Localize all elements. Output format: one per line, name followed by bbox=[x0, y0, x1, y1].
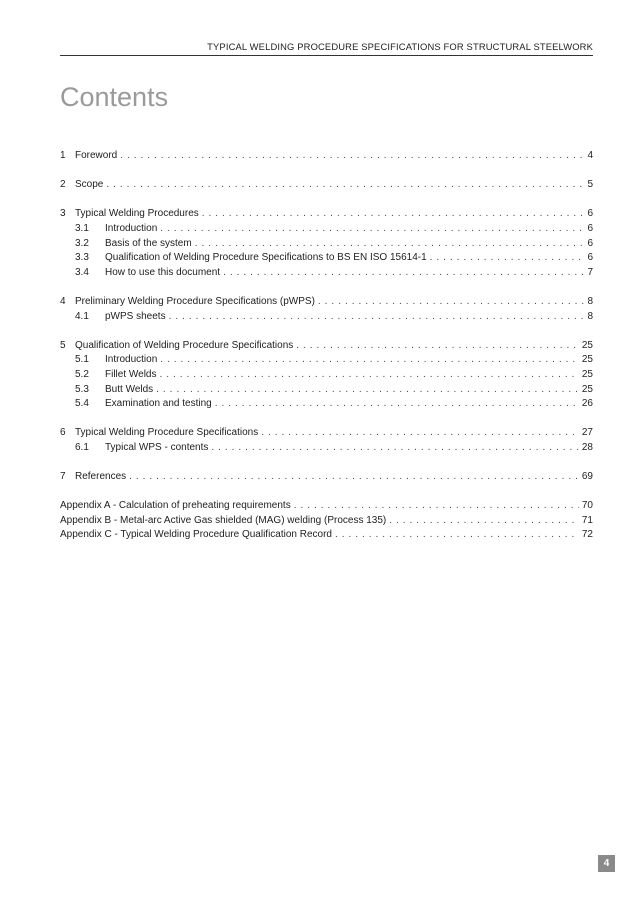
toc-entry-number: 3.4 bbox=[75, 266, 89, 278]
toc-entry-number: 6 bbox=[60, 427, 66, 439]
toc-entry-page: 8 bbox=[587, 295, 593, 307]
dot-leader bbox=[318, 296, 585, 307]
toc-entry-label: Typical Welding Procedure Specifications bbox=[75, 427, 259, 439]
toc-entry-label: Fillet Welds bbox=[105, 368, 157, 380]
dot-leader bbox=[195, 238, 585, 249]
toc-entry-label: Examination and testing bbox=[105, 398, 212, 410]
toc-entry-label: Typical WPS - contents bbox=[105, 441, 209, 453]
toc-entry-label: Scope bbox=[75, 179, 104, 191]
dot-leader bbox=[106, 179, 584, 190]
toc-entry-page: 28 bbox=[581, 441, 593, 453]
toc-entry[interactable] bbox=[60, 252, 593, 267]
toc-entry-number: 5 bbox=[60, 339, 66, 351]
toc-entry[interactable] bbox=[60, 296, 593, 311]
running-header: TYPICAL WELDING PROCEDURE SPECIFICATIONS FOR STRUCTURAL STEELWORK bbox=[207, 41, 593, 52]
toc-section bbox=[60, 427, 593, 456]
toc-entry-page: 25 bbox=[581, 383, 593, 395]
toc-entry[interactable] bbox=[60, 398, 593, 413]
toc-section bbox=[60, 179, 593, 194]
toc-entry-page: 6 bbox=[587, 237, 593, 249]
toc-entry[interactable] bbox=[60, 529, 593, 544]
toc-entry-number: 5.3 bbox=[75, 383, 89, 395]
dot-leader bbox=[223, 267, 584, 278]
header-rule bbox=[60, 55, 593, 56]
toc-entry[interactable] bbox=[60, 384, 593, 399]
toc-entry[interactable] bbox=[60, 369, 593, 384]
toc-entry-number: 4 bbox=[60, 295, 66, 307]
toc-entry-label: Preliminary Welding Procedure Specifications (pWPS) bbox=[75, 295, 315, 307]
dot-leader bbox=[296, 340, 579, 351]
dot-leader bbox=[160, 223, 584, 234]
toc-entry-page: 6 bbox=[587, 222, 593, 234]
toc-entry-page: 26 bbox=[581, 398, 593, 410]
toc-entry-label: Introduction bbox=[105, 354, 158, 366]
page-number-badge: 4 bbox=[598, 855, 615, 872]
toc-entry-page: 4 bbox=[587, 150, 593, 161]
toc-entry[interactable] bbox=[60, 311, 593, 326]
toc-entry[interactable] bbox=[60, 179, 593, 194]
toc-entry-number: 5.2 bbox=[75, 368, 89, 380]
toc-entry-number: 5.4 bbox=[75, 398, 89, 410]
toc-section bbox=[60, 150, 593, 165]
dot-leader bbox=[160, 354, 579, 365]
toc-entry-label: pWPS sheets bbox=[105, 310, 166, 322]
toc-entry-page: 8 bbox=[587, 310, 593, 322]
toc-entry[interactable] bbox=[60, 471, 593, 486]
toc-entry-label: Foreword bbox=[75, 150, 118, 161]
toc-entry-page: 6 bbox=[587, 252, 593, 264]
toc-entry-label: How to use this document bbox=[105, 266, 221, 278]
dot-leader bbox=[430, 252, 585, 263]
toc-entry-number: 6.1 bbox=[75, 441, 89, 453]
toc-entry-label: Qualification of Welding Procedure Specifications to BS EN ISO 15614-1 bbox=[105, 252, 427, 264]
dot-leader bbox=[169, 311, 585, 322]
dot-leader bbox=[211, 442, 579, 453]
toc-entry-page: 27 bbox=[581, 427, 593, 439]
toc-entry[interactable] bbox=[60, 267, 593, 282]
toc-entry[interactable] bbox=[60, 208, 593, 223]
toc-entry-number: 2 bbox=[60, 179, 66, 191]
toc-entry-label: Appendix A - Calculation of preheating requirements bbox=[60, 500, 291, 512]
toc-entry-page: 5 bbox=[587, 179, 593, 191]
table-of-contents bbox=[60, 150, 593, 559]
page-title: Contents bbox=[60, 82, 169, 112]
toc-entry[interactable] bbox=[60, 515, 593, 530]
toc-entry-number: 3.2 bbox=[75, 237, 89, 249]
toc-entry-label: Butt Welds bbox=[105, 383, 154, 395]
toc-entry[interactable] bbox=[60, 150, 593, 165]
toc-entry-number: 7 bbox=[60, 471, 66, 483]
toc-entry-page: 25 bbox=[581, 339, 593, 351]
toc-entry-number: 5.1 bbox=[75, 354, 89, 366]
dot-leader bbox=[160, 369, 579, 380]
toc-entry-label: Typical Welding Procedures bbox=[75, 208, 199, 220]
dot-leader bbox=[156, 384, 579, 395]
dot-leader bbox=[120, 150, 584, 161]
dot-leader bbox=[335, 529, 579, 540]
toc-entry-number: 3 bbox=[60, 208, 66, 220]
toc-entry[interactable] bbox=[60, 238, 593, 253]
dot-leader bbox=[202, 208, 585, 219]
toc-entry-page: 25 bbox=[581, 368, 593, 380]
toc-entry-label: References bbox=[75, 471, 127, 483]
toc-entry-number: 1 bbox=[60, 150, 66, 161]
toc-entry-page: 6 bbox=[587, 208, 593, 220]
toc-entry-number: 3.3 bbox=[75, 252, 89, 264]
toc-entry[interactable] bbox=[60, 354, 593, 369]
dot-leader bbox=[215, 398, 579, 409]
toc-entry[interactable] bbox=[60, 340, 593, 355]
toc-entry[interactable] bbox=[60, 442, 593, 457]
toc-entry-label: Appendix C - Typical Welding Procedure Qualification Record bbox=[60, 529, 332, 541]
toc-entry[interactable] bbox=[60, 223, 593, 238]
dot-leader bbox=[294, 500, 579, 511]
toc-entry-page: 71 bbox=[581, 514, 593, 526]
toc-entry-number: 3.1 bbox=[75, 222, 89, 234]
toc-entry-page: 69 bbox=[581, 471, 593, 483]
toc-entry[interactable] bbox=[60, 500, 593, 515]
toc-entry[interactable] bbox=[60, 427, 593, 442]
toc-entry-page: 72 bbox=[581, 529, 593, 541]
dot-leader bbox=[129, 471, 579, 482]
toc-entry-label: Qualification of Welding Procedure Specifications bbox=[75, 339, 294, 351]
toc-entry-label: Introduction bbox=[105, 222, 158, 234]
toc-section bbox=[60, 208, 593, 281]
dot-leader bbox=[389, 515, 579, 526]
toc-entry-number: 4.1 bbox=[75, 310, 89, 322]
toc-section bbox=[60, 500, 593, 544]
toc-entry-page: 7 bbox=[587, 266, 593, 278]
toc-entry-label: Basis of the system bbox=[105, 237, 192, 249]
toc-entry-page: 70 bbox=[581, 500, 593, 512]
toc-entry-label: Appendix B - Metal-arc Active Gas shielded (MAG) welding (Process 135) bbox=[60, 514, 387, 526]
toc-entry-page: 25 bbox=[581, 354, 593, 366]
dot-leader bbox=[261, 427, 579, 438]
toc-section bbox=[60, 340, 593, 413]
toc-section bbox=[60, 471, 593, 486]
toc-section bbox=[60, 296, 593, 325]
